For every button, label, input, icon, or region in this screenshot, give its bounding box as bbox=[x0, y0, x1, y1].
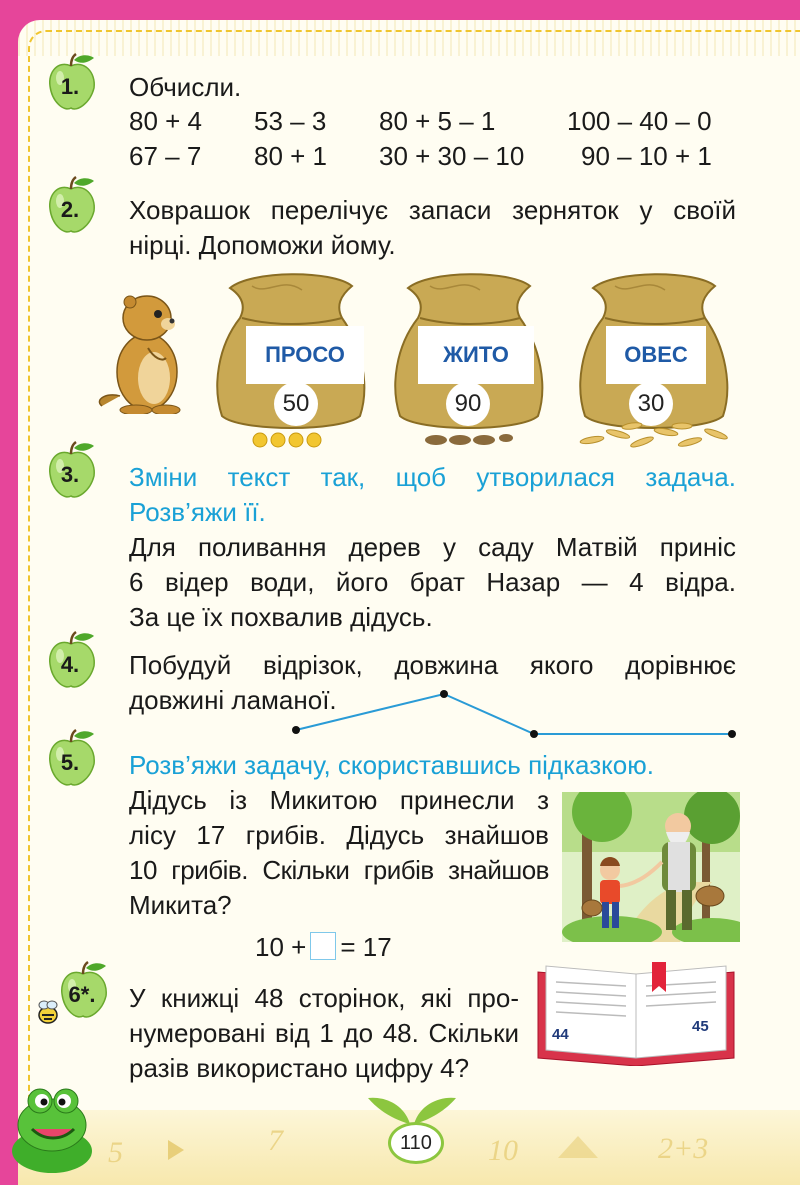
task-3-text: Для поливання дерев у саду Матвій приніс bbox=[129, 532, 736, 562]
task-6-text: нумеровані від 1 до 48. Скільки bbox=[129, 1018, 519, 1048]
frog-illustration bbox=[4, 1075, 104, 1180]
task-number-apple-icon bbox=[44, 440, 106, 502]
task-6-text: У книжці 48 сторінок, які про- bbox=[129, 983, 519, 1013]
task-3-number: 3. bbox=[60, 462, 80, 487]
task-1-title: Обчисли. bbox=[129, 72, 242, 102]
task-5-equation bbox=[255, 930, 392, 965]
task-5-text: Микита? bbox=[129, 890, 232, 920]
task-4-text: довжині ламаної. bbox=[129, 685, 337, 715]
millet-grains-icon bbox=[252, 430, 332, 455]
grain-bag-count: 90 bbox=[446, 382, 490, 426]
task-number-apple-icon bbox=[44, 52, 106, 114]
task-2-text: Ховрашок перелічує запаси зерняток у своїй bbox=[129, 195, 736, 225]
task-number-apple-icon bbox=[44, 175, 106, 237]
expression: 100 – 40 – 0 bbox=[567, 106, 712, 136]
task-3-text: 6 відер води, його брат Назар — 4 відра. bbox=[129, 567, 736, 597]
gopher-illustration bbox=[92, 288, 192, 419]
task-5-text: 10 грибів. Скільки грибів знайшов bbox=[129, 855, 549, 885]
task-6-text: разів використано цифру 4? bbox=[129, 1053, 470, 1083]
equation-right: = 17 bbox=[340, 932, 392, 962]
grain-bag-count: 50 bbox=[274, 382, 318, 426]
expression: 90 – 10 + 1 bbox=[581, 141, 712, 171]
expression: 67 – 7 bbox=[129, 141, 202, 171]
left-page-number: 44 bbox=[552, 1026, 569, 1043]
grandpa-and-boy-picture bbox=[562, 792, 740, 942]
page-number: 110 bbox=[388, 1122, 444, 1164]
answer-box[interactable] bbox=[310, 932, 336, 960]
task-5-text: лісу 17 грибів. Дідусь знайшов bbox=[129, 820, 549, 850]
expression: 80 + 1 bbox=[254, 141, 328, 171]
task-3-instruction: Зміни текст так, щоб утворилася задача. bbox=[129, 462, 736, 492]
task-2-text: нірці. Допоможи йому. bbox=[129, 230, 396, 260]
right-page-number: 45 bbox=[692, 1018, 709, 1035]
task-1-number: 1. bbox=[60, 74, 80, 99]
task-5-instruction: Розв’яжи задачу, скориставшись підказкою. bbox=[129, 750, 654, 780]
top-pattern bbox=[18, 20, 800, 56]
open-book-icon bbox=[534, 962, 744, 1066]
task-number-apple-icon bbox=[56, 960, 118, 1022]
task-6-number: 6*. bbox=[68, 982, 96, 1007]
svg-text:5: 5 bbox=[108, 1136, 123, 1169]
expression: 80 + 4 bbox=[129, 106, 203, 136]
expression: 30 + 30 – 10 bbox=[379, 141, 525, 171]
svg-text:7: 7 bbox=[268, 1124, 283, 1157]
expression: 53 – 3 bbox=[254, 106, 327, 136]
task-number-apple-icon bbox=[44, 728, 106, 790]
grain-bag-label: ЖИТО bbox=[418, 326, 534, 384]
grain-bag-label: ОВЕС bbox=[606, 326, 706, 384]
broken-line-figure bbox=[290, 688, 740, 745]
svg-text:10: 10 bbox=[488, 1134, 518, 1167]
task-number-apple-icon bbox=[44, 630, 106, 692]
expression: 80 + 5 – 1 bbox=[379, 106, 496, 136]
task-2-number: 2. bbox=[60, 197, 80, 222]
task-5-text: Дідусь із Микитою принесли з bbox=[129, 785, 549, 815]
task-3-text: За це їх похвалив дідусь. bbox=[129, 602, 433, 632]
equation-left: 10 + bbox=[255, 932, 307, 962]
task-4-text: Побудуй відрізок, довжина якого дорівнює bbox=[129, 650, 736, 680]
grain-bag-label: ПРОСО bbox=[246, 326, 364, 384]
svg-text:2+3: 2+3 bbox=[658, 1132, 709, 1165]
task-3-instruction: Розв’яжи її. bbox=[129, 497, 266, 527]
rye-grains-icon bbox=[424, 430, 514, 455]
oat-grains-icon bbox=[578, 420, 738, 455]
grain-bag-count: 30 bbox=[629, 382, 673, 426]
task-4-number: 4. bbox=[60, 652, 80, 677]
task-5-number: 5. bbox=[60, 750, 80, 775]
